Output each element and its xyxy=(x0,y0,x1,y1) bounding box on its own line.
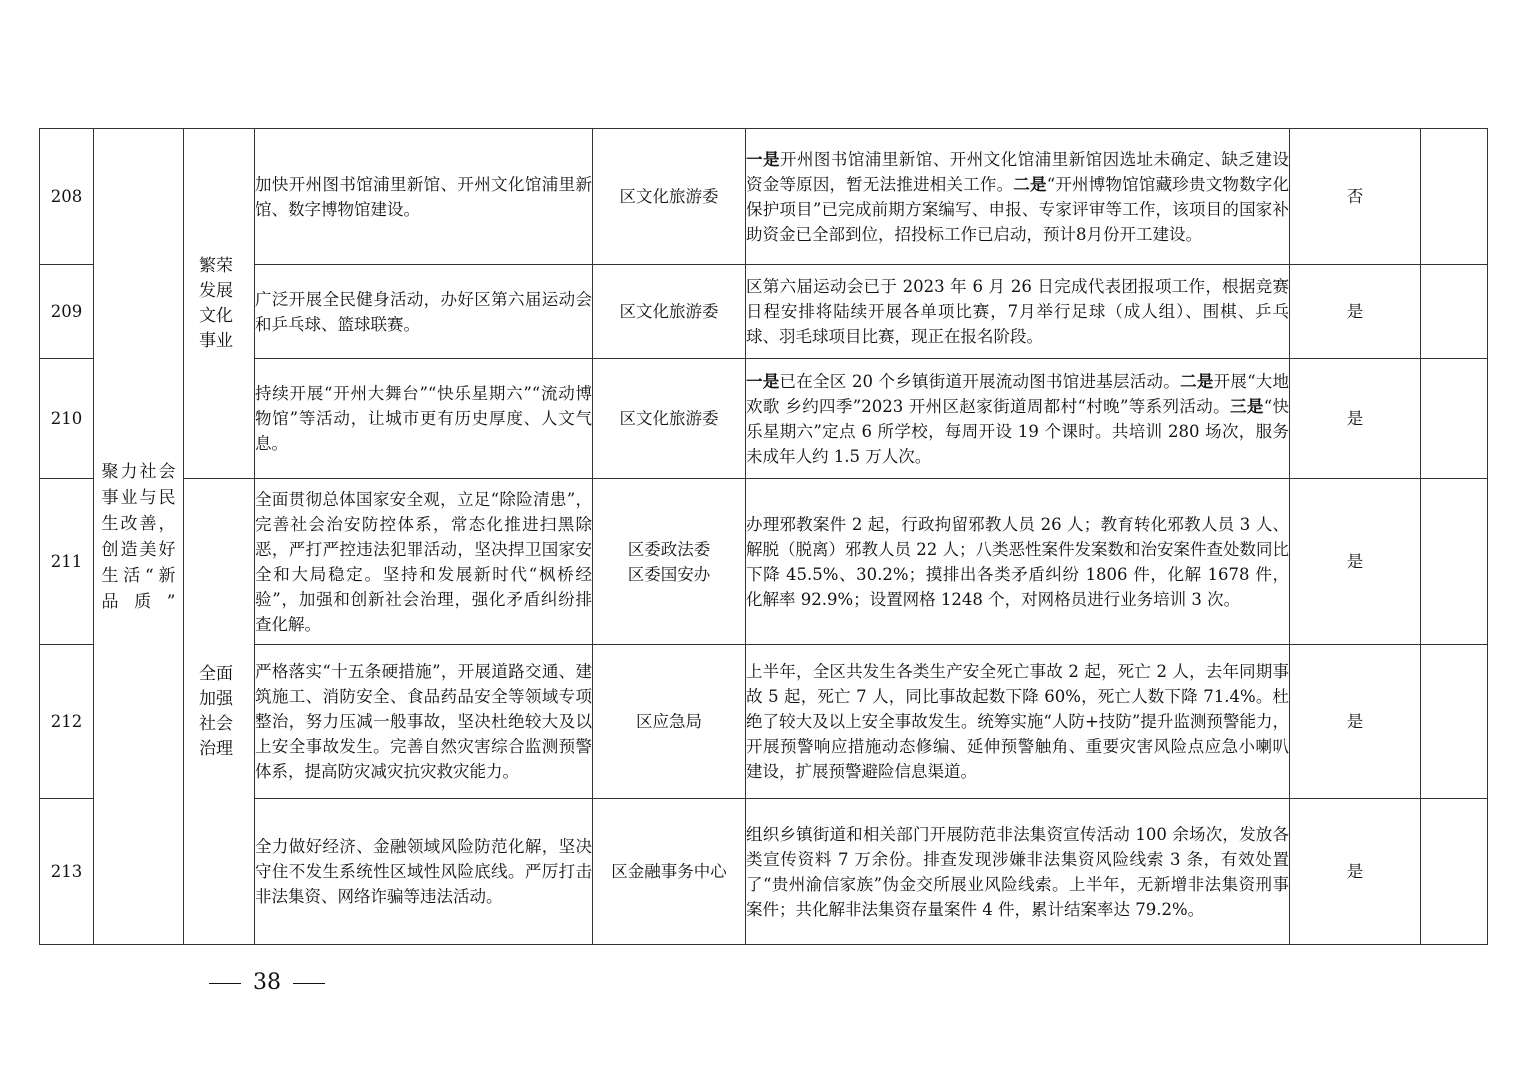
progress-text: 开展“大地欢歌 乡约四季”2023 开州区赵家街道周都村“村晚”等系列活动。 xyxy=(746,371,1290,416)
progress-keyword: 二是 xyxy=(1013,174,1047,194)
table-row xyxy=(40,129,1488,265)
table-row xyxy=(40,265,1488,359)
row-number: 209 xyxy=(40,265,94,359)
completed-cell: 是 xyxy=(1290,479,1421,645)
category-cell xyxy=(94,129,184,945)
task-cell: 加快开州图书馆浦里新馆、开州文化馆浦里新馆、数字博物馆建设。 xyxy=(255,129,593,265)
dept-line: 区委国安办 xyxy=(627,564,711,584)
progress-text: 上半年，全区共发生各类生产安全死亡事故 2 起，死亡 2 人，去年同期事故 5 起，死亡 7 人，同比事故起数下降 60%，死亡人数下降 71.4%。杜绝了较大及以上安全事故发生。统筹实施“人防+技防”提升监测预警能力，开展预警响应措施动态修编、延伸预警触角、重要灾害风险点应急小喇叭建设，扩展预警避险信息渠道。 xyxy=(746,662,1289,781)
remark-cell xyxy=(1421,359,1488,479)
dept-cell: 区应急局 xyxy=(593,645,746,799)
progress-keyword: 三是 xyxy=(1229,396,1264,416)
remark-cell xyxy=(1421,645,1488,799)
completed-cell: 否 xyxy=(1290,129,1421,265)
dept-cell xyxy=(593,479,746,645)
remark-cell xyxy=(1421,129,1488,265)
completed-cell: 是 xyxy=(1290,645,1421,799)
progress-text: 已在全区 20 个乡镇街道开展流动图书馆进基层活动。 xyxy=(779,371,1181,391)
page-footer xyxy=(209,970,325,995)
remark-cell xyxy=(1421,265,1488,359)
progress-cell xyxy=(746,129,1290,265)
subcategory-label: 繁荣发展文化事业 xyxy=(199,255,233,351)
task-cell: 广泛开展全民健身活动，办好区第六届运动会和乒乓球、篮球联赛。 xyxy=(255,265,593,359)
progress-text: “快乐星期六”定点 6 所学校，每周开设 19 个课时。共培训 280 场次，服务未成年人约 1.5 万人次。 xyxy=(746,396,1290,466)
task-table xyxy=(39,128,1488,945)
dept-cell: 区文化旅游委 xyxy=(593,265,746,359)
row-number: 212 xyxy=(40,645,94,799)
progress-keyword: 一是 xyxy=(746,371,780,391)
completed-cell: 是 xyxy=(1290,359,1421,479)
dept-cell: 区文化旅游委 xyxy=(593,359,746,479)
task-cell: 全面贯彻总体国家安全观，立足“除险清患”，完善社会治安防控体系，常态化推进扫黑除恶，严打严控违法犯罪活动，坚决捍卫国家安全和大局稳定。坚持和发展新时代“枫桥经验”，加强和创新社会治理，强化矛盾纠纷排查化解。 xyxy=(255,479,593,645)
task-cell: 严格落实“十五条硬措施”，开展道路交通、建筑施工、消防安全、食品药品安全等领域专项整治，努力压减一般事故，坚决杜绝较大及以上安全事故发生。完善自然灾害综合监测预警体系，提高防灾减灾抗灾救灾能力。 xyxy=(255,645,593,799)
footer-dash-left xyxy=(209,983,241,984)
page-number: 38 xyxy=(253,970,281,995)
progress-text: 办理邪教案件 2 起，行政拘留邪教人员 26 人；教育转化邪教人员 3 人、解脱（脱离）邪教人员 22 人；八类恶性案件发案数和治安案件查处数同比下降 45.5%、30.2%；摸排出各类矛盾纠纷 1806 件，化解 1678 件，化解率 92.9%；设置网格 1248 个，对网格员进行业务培训 3 次。 xyxy=(746,514,1289,609)
progress-cell xyxy=(746,479,1290,645)
table-row xyxy=(40,799,1488,945)
subcategory-cell xyxy=(184,129,255,479)
remark-cell xyxy=(1421,479,1488,645)
footer-dash-right xyxy=(293,983,325,984)
remark-cell xyxy=(1421,799,1488,945)
row-number: 211 xyxy=(40,479,94,645)
progress-text: “开州博物馆馆藏珍贵文物数字化保护项目”已完成前期方案编写、申报、专家评审等工作，该项目的国家补助资金已全部到位，招投标工作已启动，预计8月份开工建设。 xyxy=(746,174,1290,244)
dept-cell: 区金融事务中心 xyxy=(593,799,746,945)
row-number: 208 xyxy=(40,129,94,265)
category-label: 聚力社会事业与民生改善，创造美好生活“新品质” xyxy=(101,461,176,612)
progress-text: 开州图书馆浦里新馆、开州文化馆浦里新馆因选址未确定、缺乏建设资金等原因，暂无法推进相关工作。 xyxy=(746,149,1290,194)
progress-cell xyxy=(746,359,1290,479)
progress-cell xyxy=(746,265,1290,359)
subcategory-cell xyxy=(184,479,255,945)
completed-cell: 是 xyxy=(1290,799,1421,945)
table-row xyxy=(40,479,1488,645)
table-row xyxy=(40,359,1488,479)
task-cell: 持续开展“开州大舞台”“快乐星期六”“流动博物馆”等活动，让城市更有历史厚度、人文气息。 xyxy=(255,359,593,479)
row-number: 213 xyxy=(40,799,94,945)
completed-cell: 是 xyxy=(1290,265,1421,359)
row-number: 210 xyxy=(40,359,94,479)
progress-text: 组织乡镇街道和相关部门开展防范非法集资宣传活动 100 余场次，发放各类宣传资料 7 万余份。排查发现涉嫌非法集资风险线索 3 条，有效处置了“贵州渝信家族”伪金交所展业风险线索。上半年，无新增非法集资刑事案件；共化解非法集资存量案件 4 件，累计结案率达 79.2%。 xyxy=(746,824,1289,919)
dept-cell: 区文化旅游委 xyxy=(593,129,746,265)
dept-line: 区委政法委 xyxy=(627,539,711,559)
task-cell: 全力做好经济、金融领域风险防范化解，坚决守住不发生系统性区域性风险底线。严厉打击非法集资、网络诈骗等违法活动。 xyxy=(255,799,593,945)
table-row xyxy=(40,645,1488,799)
subcategory-label: 全面加强社会治理 xyxy=(199,663,233,759)
progress-cell xyxy=(746,799,1290,945)
progress-keyword: 一是 xyxy=(746,149,780,169)
progress-text: 区第六届运动会已于 2023 年 6 月 26 日完成代表团报项工作，根据竞赛日程安排将陆续开展各单项比赛，7月举行足球（成人组）、围棋、乒乓球、羽毛球项目比赛，现正在报名阶段。 xyxy=(746,277,1289,346)
progress-cell xyxy=(746,645,1290,799)
progress-keyword: 二是 xyxy=(1180,371,1214,391)
